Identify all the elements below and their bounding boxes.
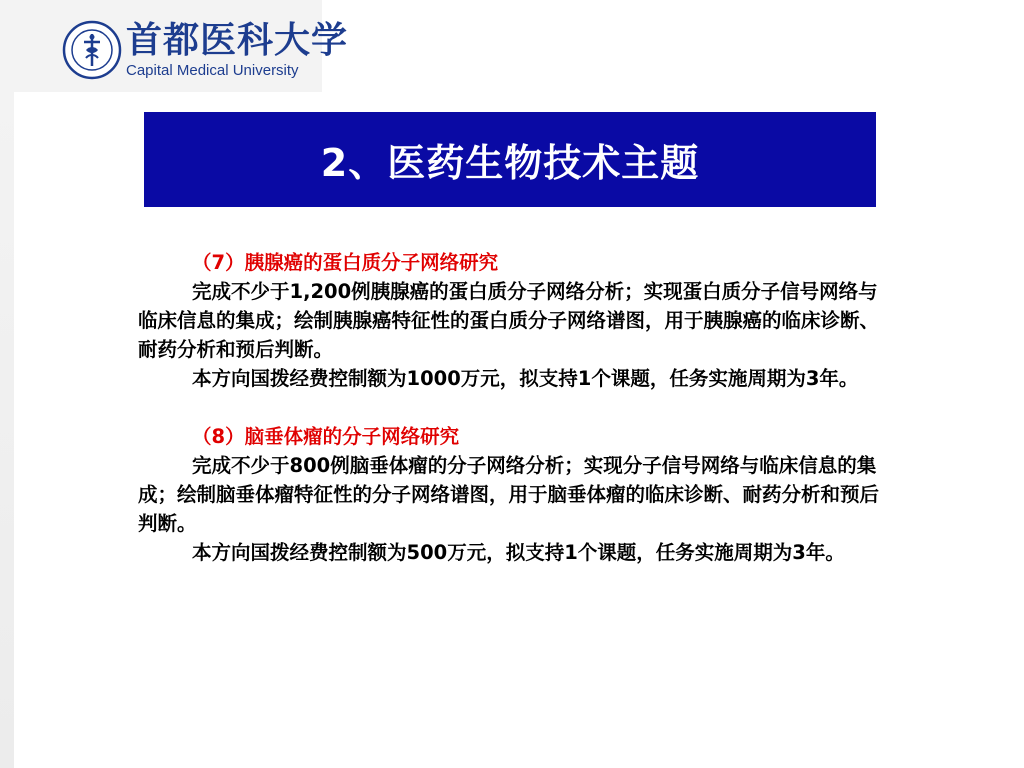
section-paragraph: 完成不少于800例脑垂体瘤的分子网络分析；实现分子信号网络与临床信息的集成；绘制脑垂体瘤特征性的分子网络谱图，用于脑垂体瘤的临床诊断、耐药分析和预后判断。: [138, 454, 880, 535]
section-heading: （8）脑垂体瘤的分子网络研究: [192, 425, 460, 448]
section-pancreatic-cancer: [138, 248, 890, 393]
title-banner: [144, 112, 876, 207]
university-logo: [62, 16, 349, 86]
logo-chinese-name: 首都医科大学: [126, 19, 349, 61]
university-seal-icon: [62, 20, 122, 80]
section-paragraph: 完成不少于1,200例胰腺癌的蛋白质分子网络分析；实现蛋白质分子信号网络与临床信息的集成；绘制胰腺癌特征性的蛋白质分子网络谱图，用于胰腺癌的临床诊断、耐药分析和预后判断。: [138, 280, 880, 361]
section-paragraph: 本方向国拨经费控制额为500万元，拟支持1个课题，任务实施周期为3年。: [192, 541, 845, 564]
slide-content: [138, 248, 890, 567]
section-spacer: [138, 393, 890, 422]
logo-english-name: Capital Medical University: [126, 62, 299, 79]
left-edge-strip: [0, 0, 14, 768]
section-heading: （7）胰腺癌的蛋白质分子网络研究: [192, 251, 499, 274]
section-paragraph: 本方向国拨经费控制额为1000万元，拟支持1个课题，任务实施周期为3年。: [192, 367, 859, 390]
section-pituitary-tumor: [138, 422, 890, 567]
slide-title: 2、医药生物技术主题: [320, 141, 700, 185]
